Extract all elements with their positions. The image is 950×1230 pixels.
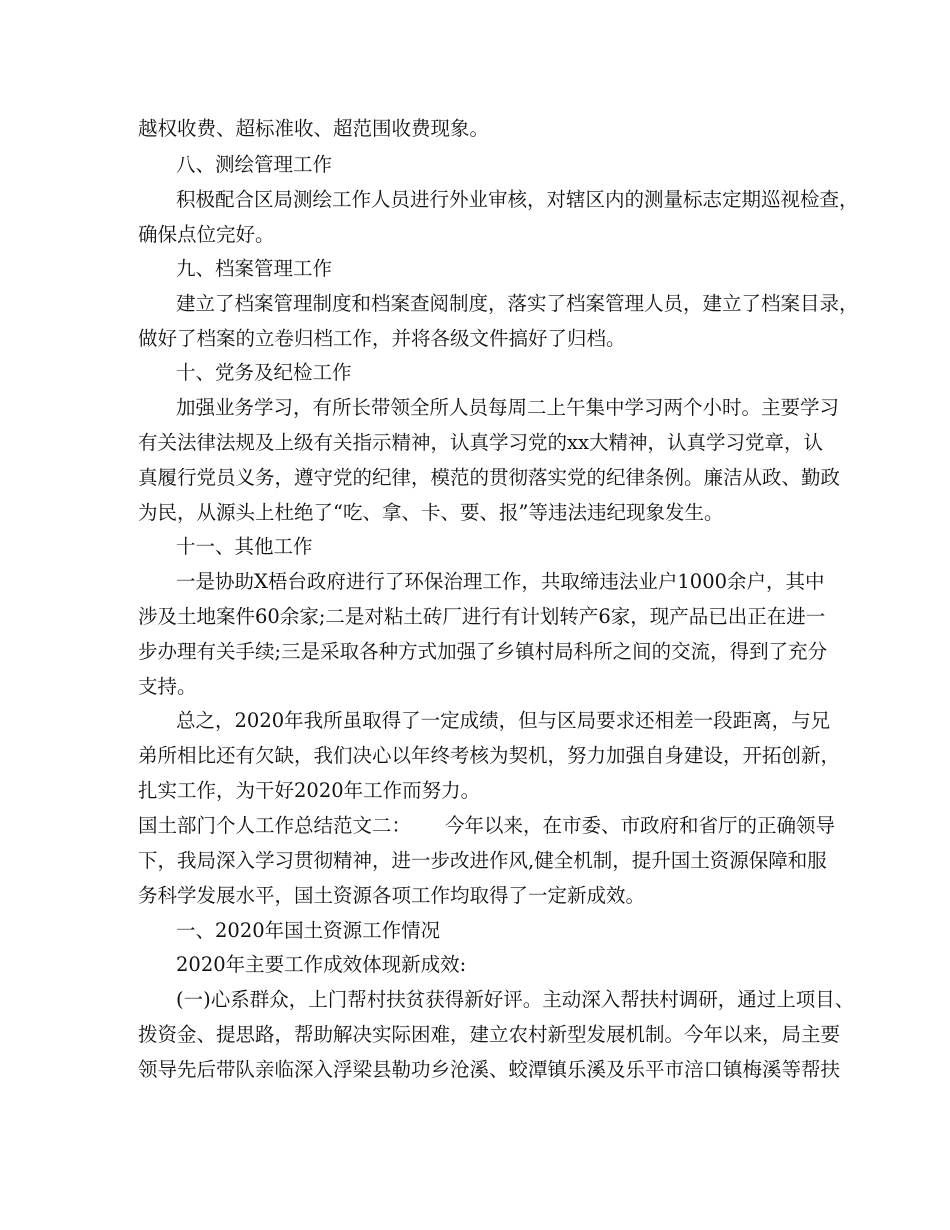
paragraph-line: 一是协助X梧台政府进行了环保治理工作，共取缔违法业户1000余户，其中 (176, 570, 825, 593)
paragraph-line: 弟所相比还有欠缺，我们决心以年终考核为契机，努力加强自身建设，开拓创新， (138, 744, 841, 767)
paragraph-line: 越权收费、超标准收、超范围收费现象。 (138, 117, 490, 140)
paragraph-line: 涉及土地案件60余家;二是对粘土砖厂进行有计划转产6家，现产品已出正在进一 (138, 605, 826, 628)
paragraph-line: 务科学发展水平，国土资源各项工作均取得了一定新成效。 (138, 884, 646, 907)
subheading-results: 2020年主要工作成效体现新成效: (176, 953, 467, 976)
paragraph-line: 建立了档案管理制度和档案查阅制度，落实了档案管理人员，建立了档案目录， (176, 292, 859, 315)
section-heading-party-affairs: 十、党务及纪检工作 (176, 361, 352, 384)
paragraph-line: 做好了档案的立卷归档工作，并将各级文件搞好了归档。 (138, 327, 626, 350)
paragraph-line: 确保点位完好。 (138, 223, 275, 246)
paragraph-line: 有关法律法规及上级有关指示精神，认真学习党的xx大精神，认真学习党章，认 (138, 431, 823, 454)
section-heading-other-work: 十一、其他工作 (176, 535, 313, 558)
section-heading-surveying: 八、测绘管理工作 (176, 153, 333, 176)
paragraph-line (138, 813, 836, 839)
paragraph-line: 总之，2020年我所虽取得了一定成绩，但与区局要求还相差一段距离，与兄 (176, 709, 831, 732)
section-heading-archives: 九、档案管理工作 (176, 257, 333, 280)
paragraph-line: 真履行党员义务，遵守党的纪律，模范的贯彻落实党的纪律条例。廉洁从政、勤政 (138, 466, 841, 489)
article-two-title: 国土部门个人工作总结范文二： (138, 814, 412, 837)
paragraph-line: 积极配合区局测绘工作人员进行外业审核，对辖区内的测量标志定期巡视检查， (176, 188, 859, 211)
paragraph-line: 下，我局深入学习贯彻精神，进一步改进作风,健全机制，提升国土资源保障和服 (138, 849, 827, 872)
section-heading-land-resources: 一、2020年国土资源工作情况 (176, 919, 441, 942)
paragraph-line: (一)心系群众，上门帮村扶贫获得新好评。主动深入帮扶村调研，通过上项目、 (176, 988, 855, 1011)
paragraph-line: 支持。 (138, 675, 197, 698)
paragraph-line: 加强业务学习，有所长带领全所人员每周二上午集中学习两个小时。主要学习 (176, 396, 840, 419)
paragraph-line: 拨资金、提思路，帮助解决实际困难，建立农村新型发展机制。今年以来，局主要 (138, 1023, 841, 1046)
paragraph-line: 领导先后带队亲临深入浮梁县勒功乡沧溪、蛟潭镇乐溪及乐平市涪口镇梅溪等帮扶 (138, 1058, 841, 1081)
article-two-intro: 今年以来，在市委、市政府和省厅的正确领导 (445, 814, 836, 837)
paragraph-line: 扎实工作，为干好2020年工作而努力。 (138, 779, 481, 802)
paragraph-line: 步办理有关手续;三是采取各种方式加强了乡镇村局科所之间的交流，得到了充分 (138, 640, 828, 663)
paragraph-line: 为民，从源头上杜绝了“吃、拿、卡、要、报”等违法违纪现象发生。 (138, 501, 724, 524)
